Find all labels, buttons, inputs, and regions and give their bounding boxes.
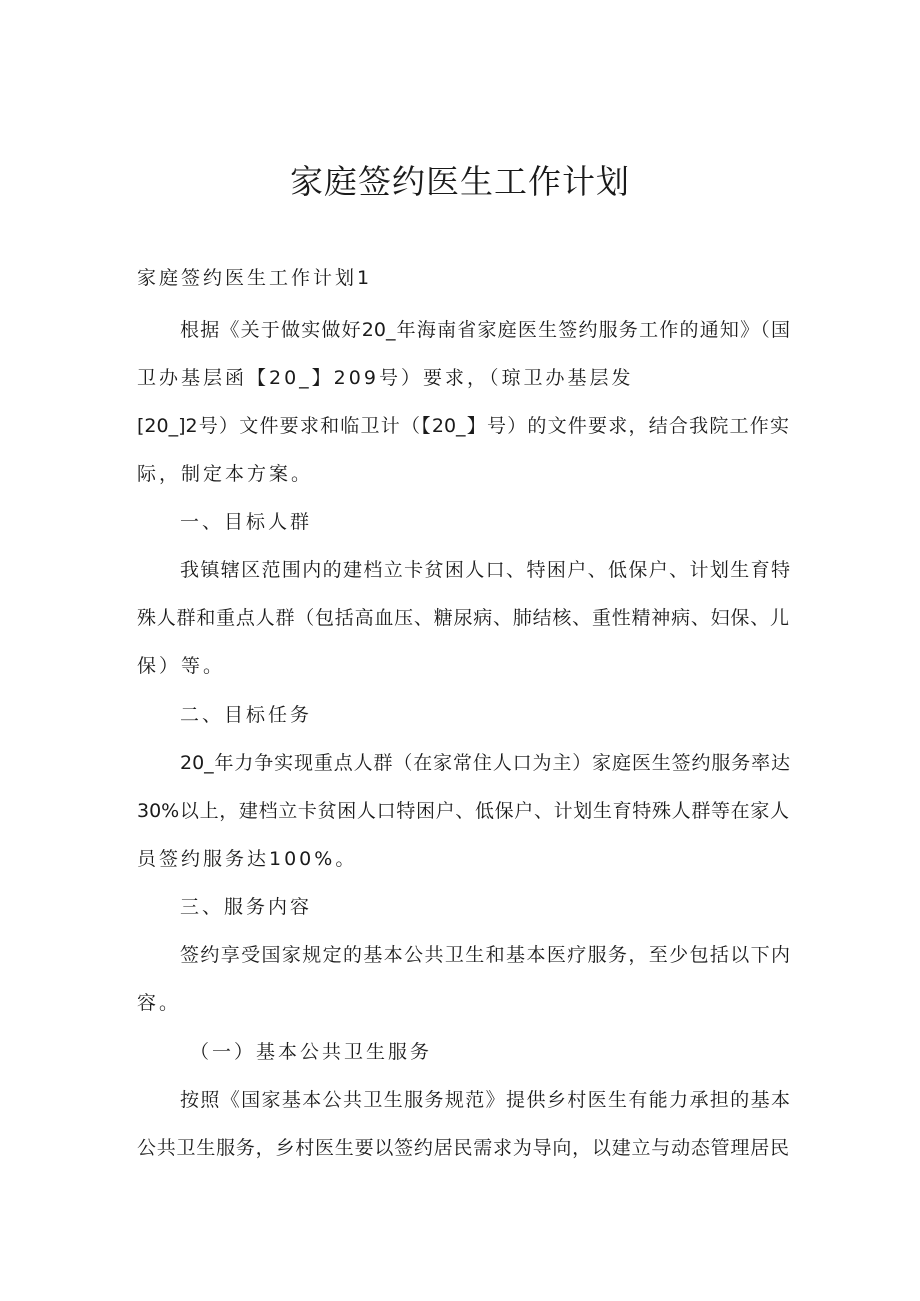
paragraph-line: 20_年力争实现重点人群（在家常住人口为主）家庭医生签约服务率达: [180, 752, 790, 774]
paragraph-line: 卫办基层函【20_】209号）要求，（琼卫办基层发: [137, 367, 634, 389]
paragraph-line: 根据《关于做实做好20_年海南省家庭医生签约服务工作的通知》（国: [180, 319, 790, 341]
paragraph-line: 员签约服务达100%。: [137, 848, 358, 870]
paragraph-line: 30%以上，建档立卡贫困人口特困户、低保户、计划生育特殊人群等在家人: [137, 800, 789, 822]
section-heading: 三、服务内容: [180, 896, 313, 918]
paragraph-line: 容。: [137, 992, 182, 1014]
section-heading: 一、目标人群: [180, 511, 313, 533]
document-title: 家庭签约医生工作计划: [290, 162, 630, 201]
paragraph-line: [20_]2号）文件要求和临卫计（【20_】号）的文件要求，结合我院工作实: [137, 415, 789, 437]
subsection-heading: （一）基本公共卫生服务: [190, 1041, 433, 1063]
paragraph-line: 签约享受国家规定的基本公共卫生和基本医疗服务，至少包括以下内: [180, 944, 790, 966]
paragraph-line: 殊人群和重点人群（包括高血压、糖尿病、肺结核、重性精神病、妇保、儿: [137, 607, 789, 629]
paragraph-line: 际，制定本方案。: [137, 463, 314, 485]
section-heading: 家庭签约医生工作计划1: [137, 267, 373, 289]
section-heading: 二、目标任务: [180, 704, 313, 726]
paragraph-line: 保）等。: [137, 655, 226, 677]
paragraph-line: 公共卫生服务，乡村医生要以签约居民需求为导向，以建立与动态管理居民: [137, 1137, 789, 1159]
paragraph-line: 按照《国家基本公共卫生服务规范》提供乡村医生有能力承担的基本: [180, 1089, 790, 1111]
paragraph-line: 我镇辖区范围内的建档立卡贫困人口、特困户、低保户、计划生育特: [180, 559, 790, 581]
